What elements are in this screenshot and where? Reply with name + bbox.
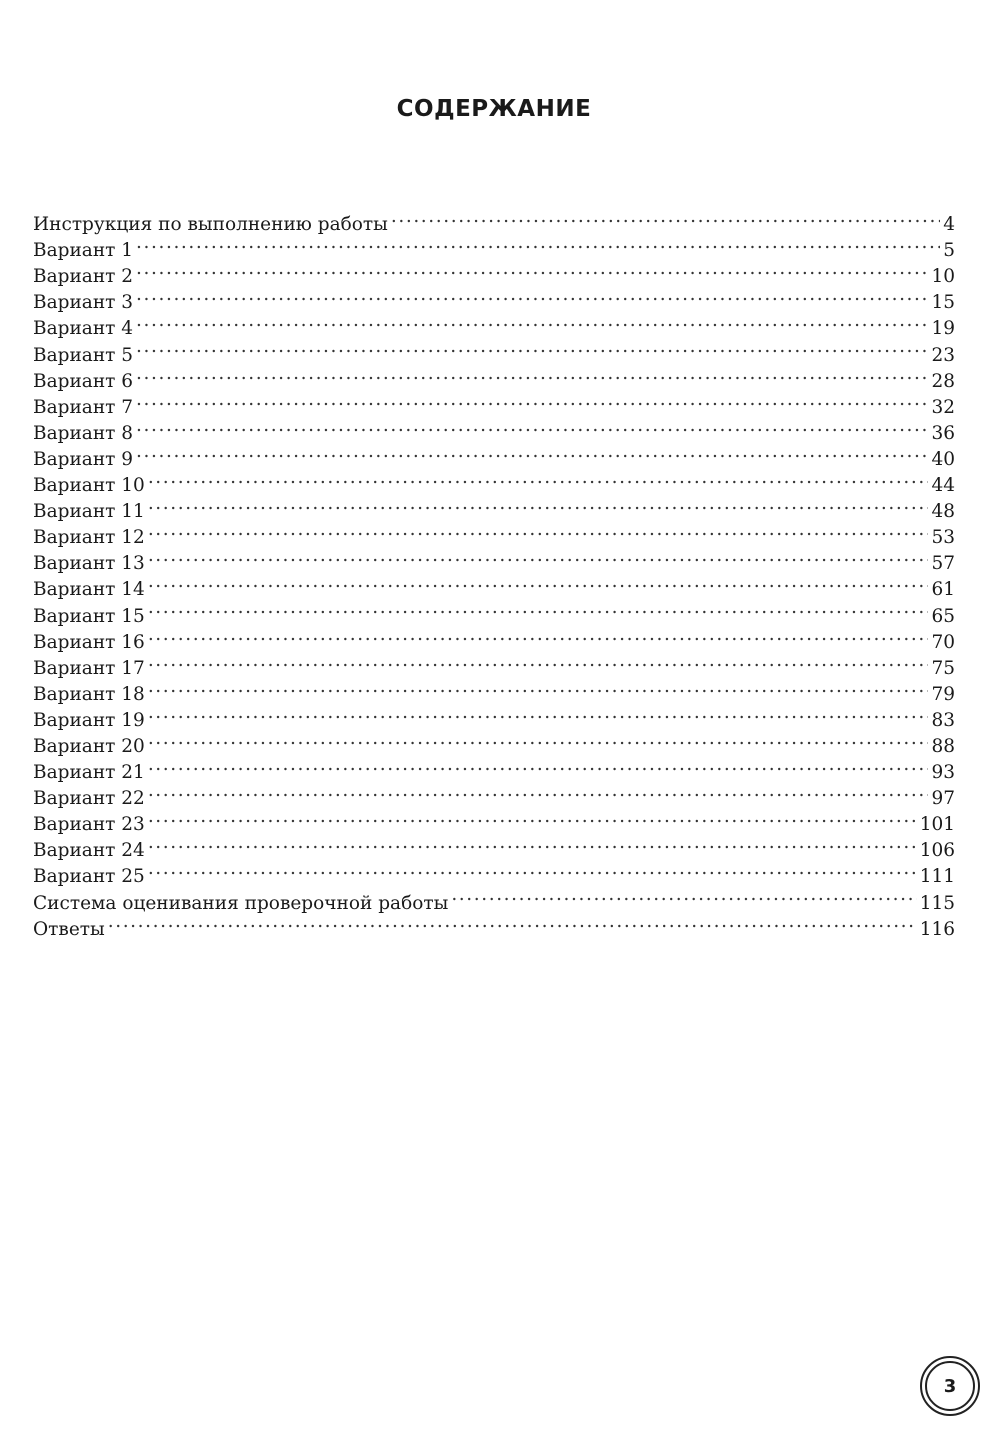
toc-entry-page: 70 [931, 631, 955, 653]
toc-entry-label: Вариант 17 [33, 657, 145, 679]
toc-entry-page: 53 [931, 527, 955, 549]
toc-entry-label: Вариант 8 [33, 422, 134, 444]
toc-entry-page: 83 [931, 709, 955, 731]
page-number: 3 [925, 1361, 975, 1411]
toc-dot-leader [148, 856, 917, 882]
toc-entry-label: Вариант 4 [33, 318, 134, 340]
toc-entry-page: 44 [931, 475, 955, 497]
toc-dot-leader [136, 230, 940, 256]
toc-dot-leader [148, 674, 929, 700]
page-title: СОДЕРЖАНИЕ [396, 96, 592, 122]
toc-dot-leader [148, 595, 929, 621]
toc-dot-leader [136, 308, 928, 334]
toc-entry-label: Вариант 25 [33, 866, 145, 888]
toc-entry-page: 28 [931, 370, 955, 392]
toc-entry-label: Ответы [33, 918, 105, 940]
toc-dot-leader [391, 204, 940, 230]
toc-entry[interactable] [33, 230, 955, 262]
toc-dot-leader [108, 909, 917, 935]
toc-entry-label: Вариант 6 [33, 370, 134, 392]
toc-entry-label: Вариант 3 [33, 292, 134, 314]
toc-entry[interactable] [33, 387, 955, 418]
toc-entry-label: Вариант 14 [33, 579, 145, 601]
toc-entry-page: 65 [931, 605, 955, 627]
toc-entry[interactable] [33, 622, 955, 653]
toc-entry[interactable] [33, 674, 955, 705]
toc-entry-label: Вариант 21 [33, 762, 145, 784]
toc-entry-label: Вариант 2 [33, 266, 134, 288]
toc-dot-leader [136, 256, 928, 282]
toc-entry-page: 115 [919, 892, 955, 914]
toc-dot-leader [148, 465, 929, 491]
toc-entry-label: Вариант 16 [33, 631, 145, 653]
toc-dot-leader [148, 752, 929, 778]
toc-entry[interactable] [33, 413, 955, 444]
toc-entry-page: 75 [931, 657, 955, 679]
toc-entry-label: Система оценивания проверочной работы [33, 892, 449, 914]
toc-entry-label: Вариант 24 [33, 840, 145, 862]
toc-dot-leader [148, 804, 917, 830]
toc-dot-leader [136, 413, 928, 439]
toc-entry-label: Вариант 13 [33, 553, 145, 575]
toc-entry-label: Вариант 22 [33, 788, 145, 810]
toc-entry-label: Вариант 18 [33, 683, 145, 705]
toc-dot-leader [136, 282, 928, 308]
toc-entry-page: 106 [919, 840, 955, 862]
toc-entry[interactable] [33, 882, 955, 914]
toc-dot-leader [136, 334, 928, 360]
toc-dot-leader [148, 830, 917, 856]
toc-entry-label: Вариант 7 [33, 396, 134, 418]
toc-dot-leader [148, 778, 929, 804]
toc-entry[interactable] [33, 856, 955, 888]
toc-entry-page: 15 [931, 292, 955, 314]
toc-entry[interactable] [33, 308, 955, 340]
toc-entry-page: 4 [943, 214, 955, 236]
toc-entry-label: Вариант 19 [33, 709, 145, 731]
toc-dot-leader [148, 648, 929, 674]
table-of-contents [33, 204, 955, 940]
toc-dot-leader [148, 700, 929, 726]
toc-dot-leader [451, 882, 916, 908]
toc-entry[interactable] [33, 204, 955, 236]
toc-entry-page: 40 [931, 448, 955, 470]
toc-entry[interactable] [33, 752, 955, 784]
toc-dot-leader [148, 517, 929, 543]
toc-entry-page: 5 [943, 240, 955, 262]
toc-entry-label: Вариант 9 [33, 448, 134, 470]
page-number-badge [920, 1356, 980, 1416]
toc-entry[interactable] [33, 282, 955, 314]
toc-entry[interactable] [33, 909, 955, 940]
toc-entry-label: Вариант 20 [33, 735, 145, 757]
toc-entry[interactable] [33, 778, 955, 810]
toc-entry[interactable] [33, 491, 955, 523]
toc-entry-page: 36 [931, 422, 955, 444]
toc-entry[interactable] [33, 726, 955, 757]
toc-entry[interactable] [33, 569, 955, 601]
toc-entry-page: 57 [931, 553, 955, 575]
toc-entry[interactable] [33, 804, 955, 836]
toc-entry-page: 61 [931, 579, 955, 601]
toc-entry[interactable] [33, 517, 955, 549]
toc-entry-label: Вариант 12 [33, 527, 145, 549]
toc-entry-page: 93 [931, 762, 955, 784]
toc-entry-page: 88 [931, 735, 955, 757]
toc-dot-leader [148, 491, 929, 517]
toc-dot-leader [136, 361, 928, 387]
toc-entry-label: Вариант 15 [33, 605, 145, 627]
toc-entry-page: 97 [931, 788, 955, 810]
toc-entry-page: 111 [919, 866, 955, 888]
toc-dot-leader [148, 569, 929, 595]
toc-dot-leader [136, 387, 928, 413]
toc-entry[interactable] [33, 465, 955, 497]
toc-entry[interactable] [33, 648, 955, 679]
toc-entry-page: 32 [931, 396, 955, 418]
toc-entry-label: Вариант 5 [33, 344, 134, 366]
toc-entry-page: 19 [931, 318, 955, 340]
toc-entry-label: Вариант 23 [33, 814, 145, 836]
toc-dot-leader [148, 622, 929, 648]
toc-entry[interactable] [33, 256, 955, 288]
toc-entry-label: Вариант 10 [33, 475, 145, 497]
toc-entry-page: 48 [931, 501, 955, 523]
toc-dot-leader [148, 543, 929, 569]
toc-entry-page: 10 [931, 266, 955, 288]
toc-entry-label: Инструкция по выполнению работы [33, 214, 388, 236]
toc-entry[interactable] [33, 439, 955, 470]
toc-entry-page: 79 [931, 683, 955, 705]
toc-entry[interactable] [33, 334, 955, 366]
toc-entry[interactable] [33, 361, 955, 392]
toc-dot-leader [148, 726, 929, 752]
toc-entry-label: Вариант 1 [33, 240, 134, 262]
toc-entry-page: 116 [919, 918, 955, 940]
toc-entry[interactable] [33, 700, 955, 731]
toc-entry-page: 101 [919, 814, 955, 836]
toc-entry[interactable] [33, 543, 955, 575]
toc-entry[interactable] [33, 595, 955, 627]
toc-entry-page: 23 [931, 344, 955, 366]
toc-entry-label: Вариант 11 [33, 501, 145, 523]
toc-entry[interactable] [33, 830, 955, 862]
toc-dot-leader [136, 439, 928, 465]
